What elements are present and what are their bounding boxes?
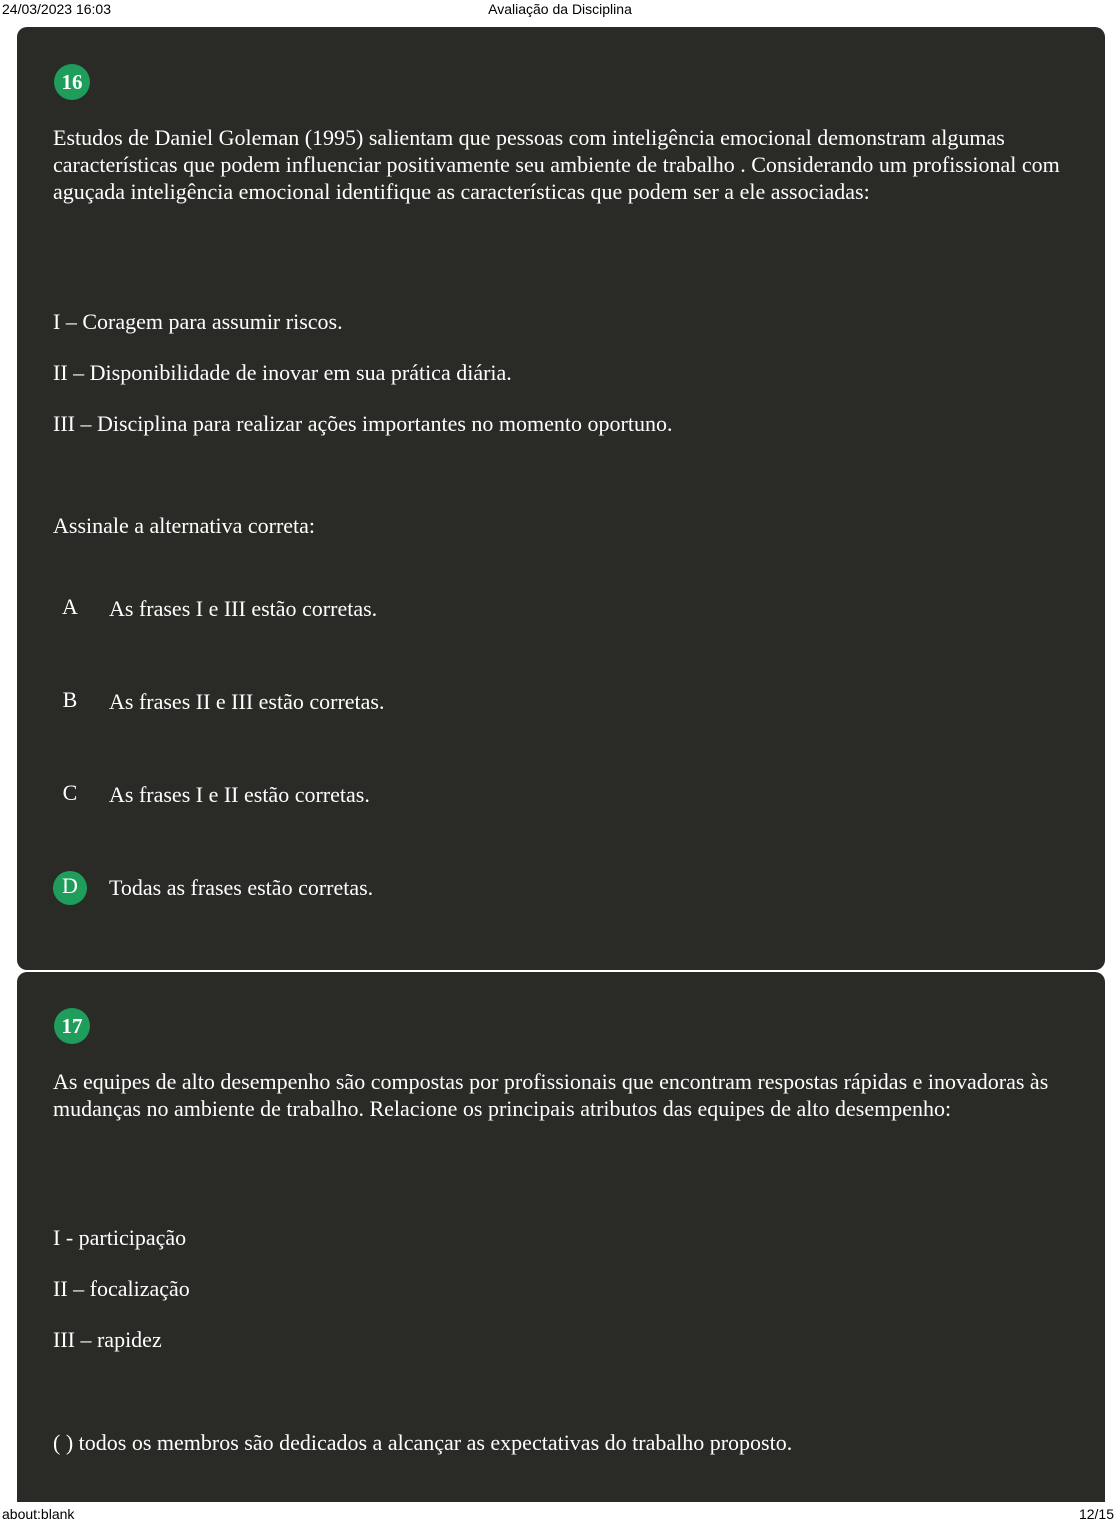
option-letter: B	[62, 687, 78, 712]
print-footer	[0, 1505, 1120, 1521]
print-header	[0, 0, 1120, 18]
question-card-16	[17, 27, 1105, 970]
print-datetime: 24/03/2023 16:03	[2, 1, 111, 17]
matching-item: ( ) todos os membros são dedicados a alcançar as expectativas do trabalho proposto.	[53, 1430, 793, 1455]
option-letter: A	[62, 594, 78, 619]
question-stem: As equipes de alto desempenho são compostas por profissionais que encontram respostas rápidas e inovadoras às mudanças no ambiente de trabalho. Relacione os principais atributos das equipes de alto desempenho:	[53, 1069, 1049, 1121]
option-b[interactable]	[53, 685, 953, 719]
option-text: Todas as frases estão corretas.	[109, 875, 374, 900]
print-title: Avaliação da Disciplina	[488, 1, 632, 17]
statement-3: III – Disciplina para realizar ações importantes no momento oportuno.	[53, 411, 673, 436]
option-letter: C	[62, 780, 78, 805]
question-number-badge: 16	[54, 64, 90, 100]
statement-1: I - participação	[53, 1225, 187, 1250]
option-d-selected[interactable]	[53, 871, 953, 905]
print-url: about:blank	[2, 1506, 75, 1521]
option-text: As frases I e III estão corretas.	[109, 596, 378, 621]
question-prompt: Assinale a alternativa correta:	[53, 513, 316, 538]
page-number: 12/15	[1078, 1506, 1114, 1521]
statement-3: III – rapidez	[53, 1327, 162, 1352]
question-card-17	[17, 972, 1105, 1502]
option-c[interactable]	[53, 778, 953, 812]
statement-1: I – Coragem para assumir riscos.	[53, 309, 343, 334]
option-text: As frases II e III estão corretas.	[109, 689, 385, 714]
question-stem: Estudos de Daniel Goleman (1995) salientam que pessoas com inteligência emocional demonstram algumas características que podem influenciar positivamente seu ambiente de trabalho . Considerando um profissional com aguçada inteligência emocional identifique as características que podem ser a ele associadas:	[53, 125, 1060, 204]
option-letter-selected: D	[53, 871, 87, 905]
statement-2: II – Disponibilidade de inovar em sua prática diária.	[53, 360, 512, 385]
statement-2: II – focalização	[53, 1276, 190, 1301]
option-text: As frases I e II estão corretas.	[109, 782, 370, 807]
question-number-badge: 17	[54, 1008, 90, 1044]
option-a[interactable]	[53, 592, 953, 626]
